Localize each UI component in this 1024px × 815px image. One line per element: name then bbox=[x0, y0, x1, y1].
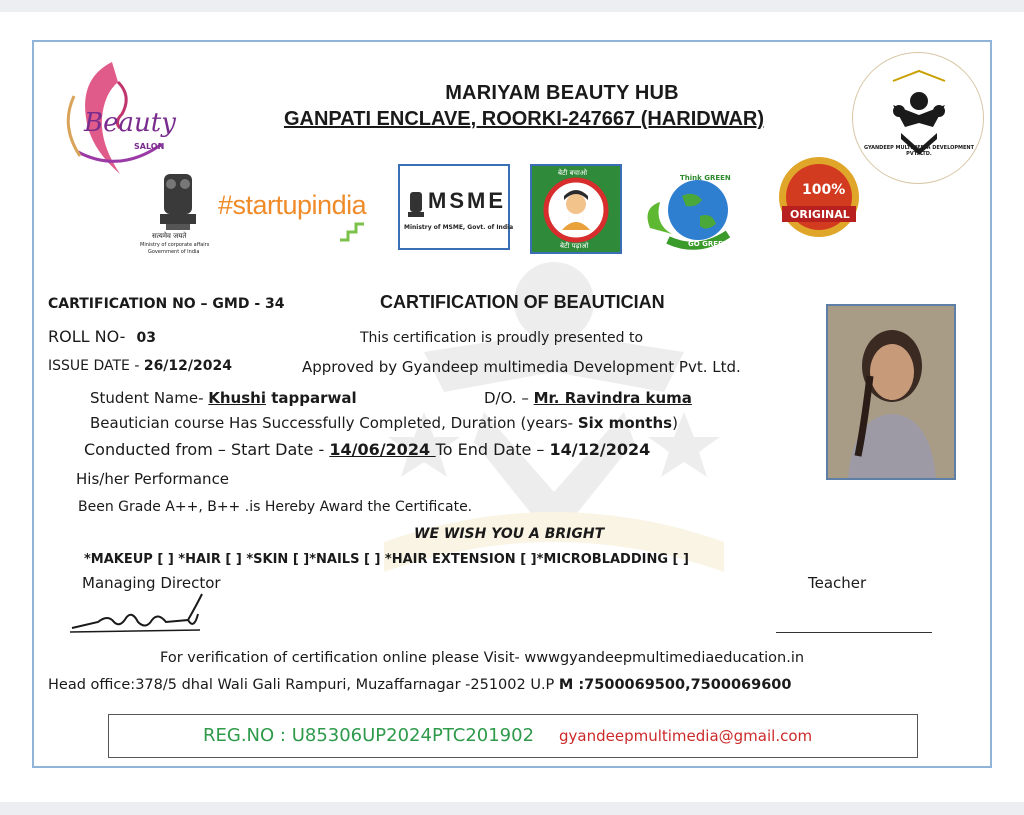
course-end: ) bbox=[672, 414, 678, 432]
skills-text: *MAKEUP [ ] *HAIR [ ] *SKIN [ ]*NAILS [ ] *HAIR EXTENSION [ ]*MICROBLADDING [ ] bbox=[84, 552, 689, 567]
student-row bbox=[90, 389, 357, 407]
roll-label: ROLL NO- bbox=[48, 327, 126, 346]
original-seal bbox=[776, 154, 862, 240]
reg-number: REG.NO : U85306UP2024PTC201902 bbox=[203, 725, 535, 746]
conducted-label: Conducted from – Start Date - bbox=[84, 440, 330, 459]
grade-text: Been Grade A++, B++ .is Hereby Award the Certificate. bbox=[78, 499, 473, 515]
teacher-label: Teacher bbox=[808, 574, 867, 592]
emblem-icon bbox=[138, 166, 218, 240]
course-duration: Six months bbox=[577, 414, 673, 432]
cert-number: CARTIFICATION NO – GMD - 34 bbox=[48, 296, 285, 312]
student-label: Student Name- bbox=[90, 389, 209, 407]
beti-top-text: बेटी बचाओ bbox=[558, 169, 587, 177]
wish-text: WE WISH YOU A BRIGHT bbox=[414, 526, 605, 542]
course-text: Beautician course Has Successfully Completed, Duration (years- bbox=[90, 414, 578, 432]
msme-emblem-icon bbox=[406, 190, 426, 220]
student-first-name: Khushi bbox=[208, 389, 266, 407]
cert-heading: CARTIFICATION OF BEAUTICIAN bbox=[380, 292, 665, 312]
emblem-caption-3: Government of India bbox=[148, 249, 200, 255]
verify-text: For verification of certification online please Visit- wwwgyandeepmultimediaeducation.in bbox=[160, 650, 805, 666]
mobile-numbers: M :7500069500,7500069600 bbox=[558, 677, 792, 693]
girl-icon bbox=[532, 166, 620, 252]
conducted-row bbox=[84, 440, 650, 459]
original-pct: 100% bbox=[802, 182, 846, 198]
green-top-text: Think GREEN bbox=[680, 174, 731, 182]
startup-india-text: #startupindia bbox=[218, 190, 367, 220]
page-address: GANPATI ENCLAVE, ROORKI-247667 (HARIDWAR) bbox=[283, 108, 765, 130]
beauty-salon-small: SALON bbox=[134, 142, 165, 151]
presented-text: This certification is proudly presented to bbox=[360, 330, 644, 346]
parent-row bbox=[484, 389, 692, 407]
emblem-caption-1: सत्यमेव जयते bbox=[152, 232, 187, 240]
head-office-row bbox=[48, 677, 791, 693]
issue-row bbox=[48, 358, 232, 374]
course-row bbox=[90, 414, 678, 432]
signature-icon bbox=[68, 592, 218, 636]
national-emblem bbox=[138, 166, 218, 266]
contact-email: gyandeepmultimedia@gmail.com bbox=[559, 727, 813, 745]
do-label: D/O. – bbox=[484, 389, 534, 407]
people-star-icon bbox=[853, 53, 985, 185]
student-photo bbox=[826, 304, 956, 480]
beti-bottom-text: बेटी पढ़ाओ bbox=[560, 242, 589, 250]
msme-title: MSME bbox=[428, 188, 506, 213]
student-last-name: tapparwal bbox=[265, 389, 357, 407]
roll-value: 03 bbox=[136, 330, 156, 346]
issue-label: ISSUE DATE - bbox=[48, 358, 144, 374]
to-label: To End Date – bbox=[435, 440, 550, 459]
performance-text: His/her Performance bbox=[76, 470, 230, 488]
registration-box bbox=[108, 714, 918, 758]
beti-bachao-logo bbox=[530, 164, 622, 254]
msme-logo bbox=[398, 164, 514, 250]
end-date: 14/12/2024 bbox=[549, 440, 651, 459]
issue-value: 26/12/2024 bbox=[143, 358, 232, 374]
managing-director-label: Managing Director bbox=[82, 574, 221, 592]
startup-arrow-icon bbox=[338, 222, 366, 242]
go-green-logo bbox=[642, 168, 742, 258]
emblem-caption-2: Ministry of corporate affairs bbox=[140, 242, 210, 248]
start-date: 14/06/2024 bbox=[329, 440, 436, 459]
gyandeep-caption: GYANDEEP MULTIMEDIA DEVELOPMENT PVT. LTD. bbox=[863, 145, 974, 157]
original-label: ORIGINAL bbox=[790, 208, 850, 221]
msme-caption: Ministry of MSME, Govt. of India bbox=[404, 224, 514, 231]
approved-text: Approved by Gyandeep multimedia Development Pvt. Ltd. bbox=[302, 358, 741, 376]
portrait-image bbox=[828, 306, 954, 478]
page-title: MARIYAM BEAUTY HUB bbox=[445, 82, 679, 104]
beauty-salon-text: Beauty bbox=[84, 108, 176, 138]
head-office-text: Head office:378/5 dhal Wali Gali Rampuri, Muzaffarnagar -251002 U.P bbox=[48, 677, 559, 693]
green-bottom-text: GO GREEN bbox=[688, 240, 729, 248]
do-value: Mr. Ravindra kuma bbox=[533, 389, 692, 407]
teacher-signature-line bbox=[776, 632, 932, 633]
startup-india-logo bbox=[218, 190, 366, 221]
certificate bbox=[32, 40, 992, 768]
roll-row bbox=[48, 327, 156, 346]
gyandeep-logo bbox=[852, 52, 984, 184]
